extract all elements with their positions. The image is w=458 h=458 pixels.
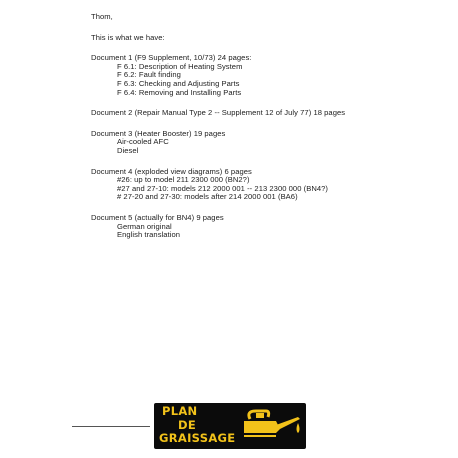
logo-line-1: PLAN	[162, 404, 198, 418]
document-5-item: German original	[117, 221, 172, 231]
document-4-item: # 27-20 and 27-30: models after 214 2000 001 (BA6)	[117, 192, 298, 202]
document-5-item: English translation	[117, 230, 181, 240]
document-4-item: #27 and 27-10: models 212 2000 001 -- 213 2300 000 (BN4?)	[117, 183, 328, 193]
document-1-heading: Document 1 (F9 Supplement, 10/73) 24 pages:	[91, 53, 252, 63]
logo-text	[159, 405, 235, 446]
logo-line-3: GRAISSAGE	[159, 431, 236, 445]
document-2-heading: Document 2 (Repair Manual Type 2 -- Supplement 12 of July 77) 18 pages	[91, 108, 346, 118]
letter-body	[91, 13, 431, 240]
document-4-item: #26: up to model 211 2300 000 (BN2?)	[117, 175, 250, 185]
document-1-item: F 6.4: Removing and Installing Parts	[117, 87, 242, 97]
document-1-item: F 6.3: Checking and Adjusting Parts	[117, 78, 240, 88]
document-1-item: F 6.1: Description of Heating System	[117, 61, 243, 71]
document-3-item: Diesel	[117, 145, 139, 155]
horizontal-rule	[72, 426, 150, 427]
plan-de-graissage-logo	[154, 403, 306, 449]
oil-can-icon	[240, 405, 304, 447]
document-4-heading: Document 4 (exploded view diagrams) 6 pages	[91, 166, 252, 176]
document-3-heading: Document 3 (Heater Booster) 19 pages	[91, 128, 226, 138]
intro-line: This is what we have:	[91, 32, 165, 42]
document-1-item: F 6.2: Fault finding	[117, 70, 181, 80]
document-3-item: Air-cooled AFC	[117, 137, 169, 147]
logo-line-2: DE	[178, 417, 197, 432]
salutation: Thom,	[91, 12, 113, 21]
document-5-heading: Document 5 (actually for BN4) 9 pages	[91, 212, 224, 222]
